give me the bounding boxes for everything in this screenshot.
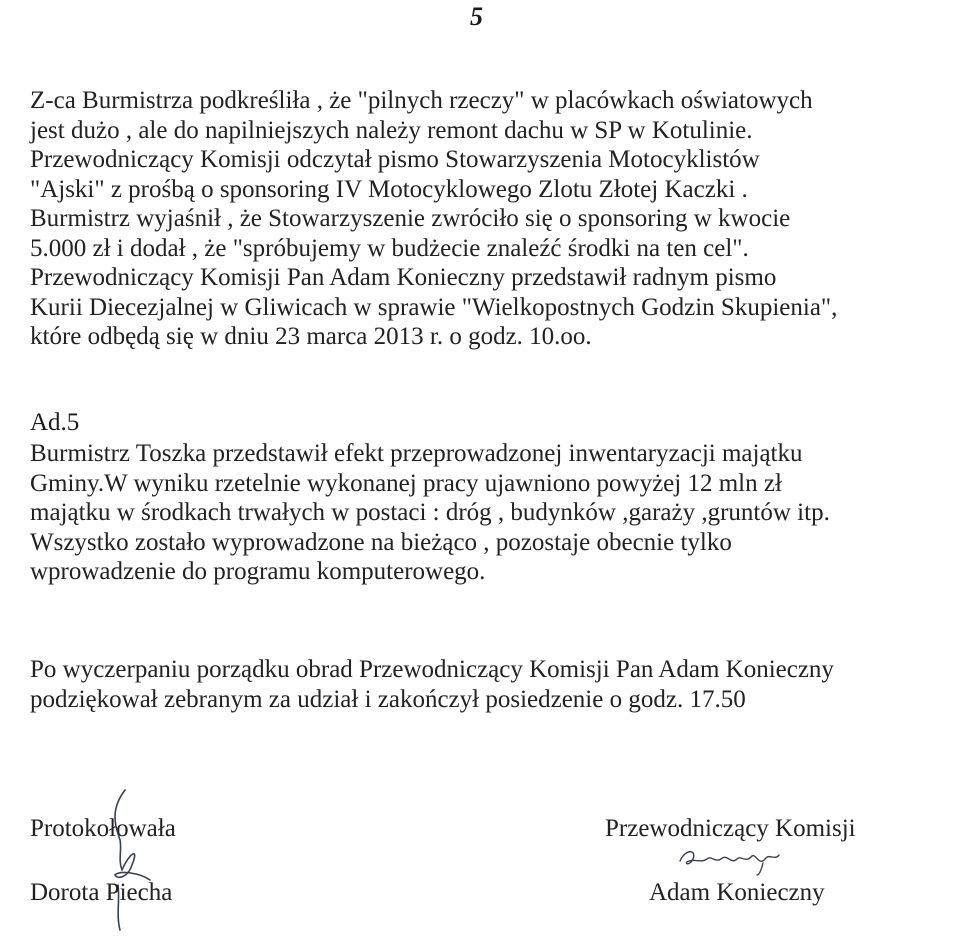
page-number: 5 — [470, 2, 483, 31]
text-line: Wszystko zostało wyprowadzone na bieżąco , pozostaje obecnie tylko — [30, 528, 732, 556]
text-line: Burmistrz wyjaśnił , że Stowarzyszenie zwróciło się o sponsoring w kwocie — [30, 205, 791, 232]
signature-role: Przewodniczący Komisji — [605, 815, 856, 842]
text-line: jest dużo , ale do napilniejszych należy remont dachu w SP w Kotulinie. — [30, 116, 753, 144]
paragraph-committee-correspondence — [30, 86, 950, 352]
paragraph-inventory — [30, 439, 950, 587]
text-line: wprowadzenie do programu komputerowego. — [30, 558, 486, 585]
text-line: majątku w środkach trwałych w postaci : dróg , budynków ,garaży ,gruntów itp. — [30, 499, 830, 526]
text-line: Kurii Diecezjalnej w Gliwicach w sprawie "Wielkopostnych Godzin Skupienia", — [30, 293, 838, 321]
text-line: Z-ca Burmistrza podkreśliła , że "pilnych rzeczy" w placówkach oświatowych — [30, 87, 813, 114]
paragraph-closing — [30, 655, 950, 714]
signature-role: Protokołowała — [30, 815, 176, 842]
text-line: Burmistrz Toszka przedstawił efekt przeprowadzonej inwentaryzacji majątku — [30, 440, 803, 467]
text-line: które odbędą się w dniu 23 marca 2013 r. o godz. 10.oo. — [30, 323, 592, 350]
signature-name: Adam Konieczny — [649, 879, 825, 906]
text-line: Po wyczerpaniu porządku obrad Przewodniczący Komisji Pan Adam Konieczny — [30, 656, 834, 683]
handwritten-signature-recorder — [70, 785, 160, 935]
signature-name: Dorota Piecha — [30, 879, 173, 906]
text-line: "Ajski" z prośbą o sponsoring IV Motocyklowego Zlotu Złotej Kaczki . — [30, 175, 748, 203]
section-title-ad5: Ad.5 — [30, 409, 80, 436]
text-line: Przewodniczący Komisji odczytał pismo Stowarzyszenia Motocyklistów — [30, 146, 760, 173]
handwritten-signature-chairman — [675, 841, 785, 877]
text-line: 5.000 zł i dodał , że "spróbujemy w budżecie znaleźć środki na ten cel". — [30, 234, 749, 262]
text-line: Przewodniczący Komisji Pan Adam Konieczny przedstawił radnym pismo — [30, 264, 777, 291]
signature-block-recorder — [30, 815, 176, 906]
text-line: podziękował zebranym za udział i zakończył posiedzenie o godz. 17.50 — [30, 685, 746, 713]
signature-block-chairman — [605, 815, 856, 906]
text-line: Gminy.W wyniku rzetelnie wykonanej pracy ujawniono powyżej 12 mln zł — [30, 469, 782, 497]
